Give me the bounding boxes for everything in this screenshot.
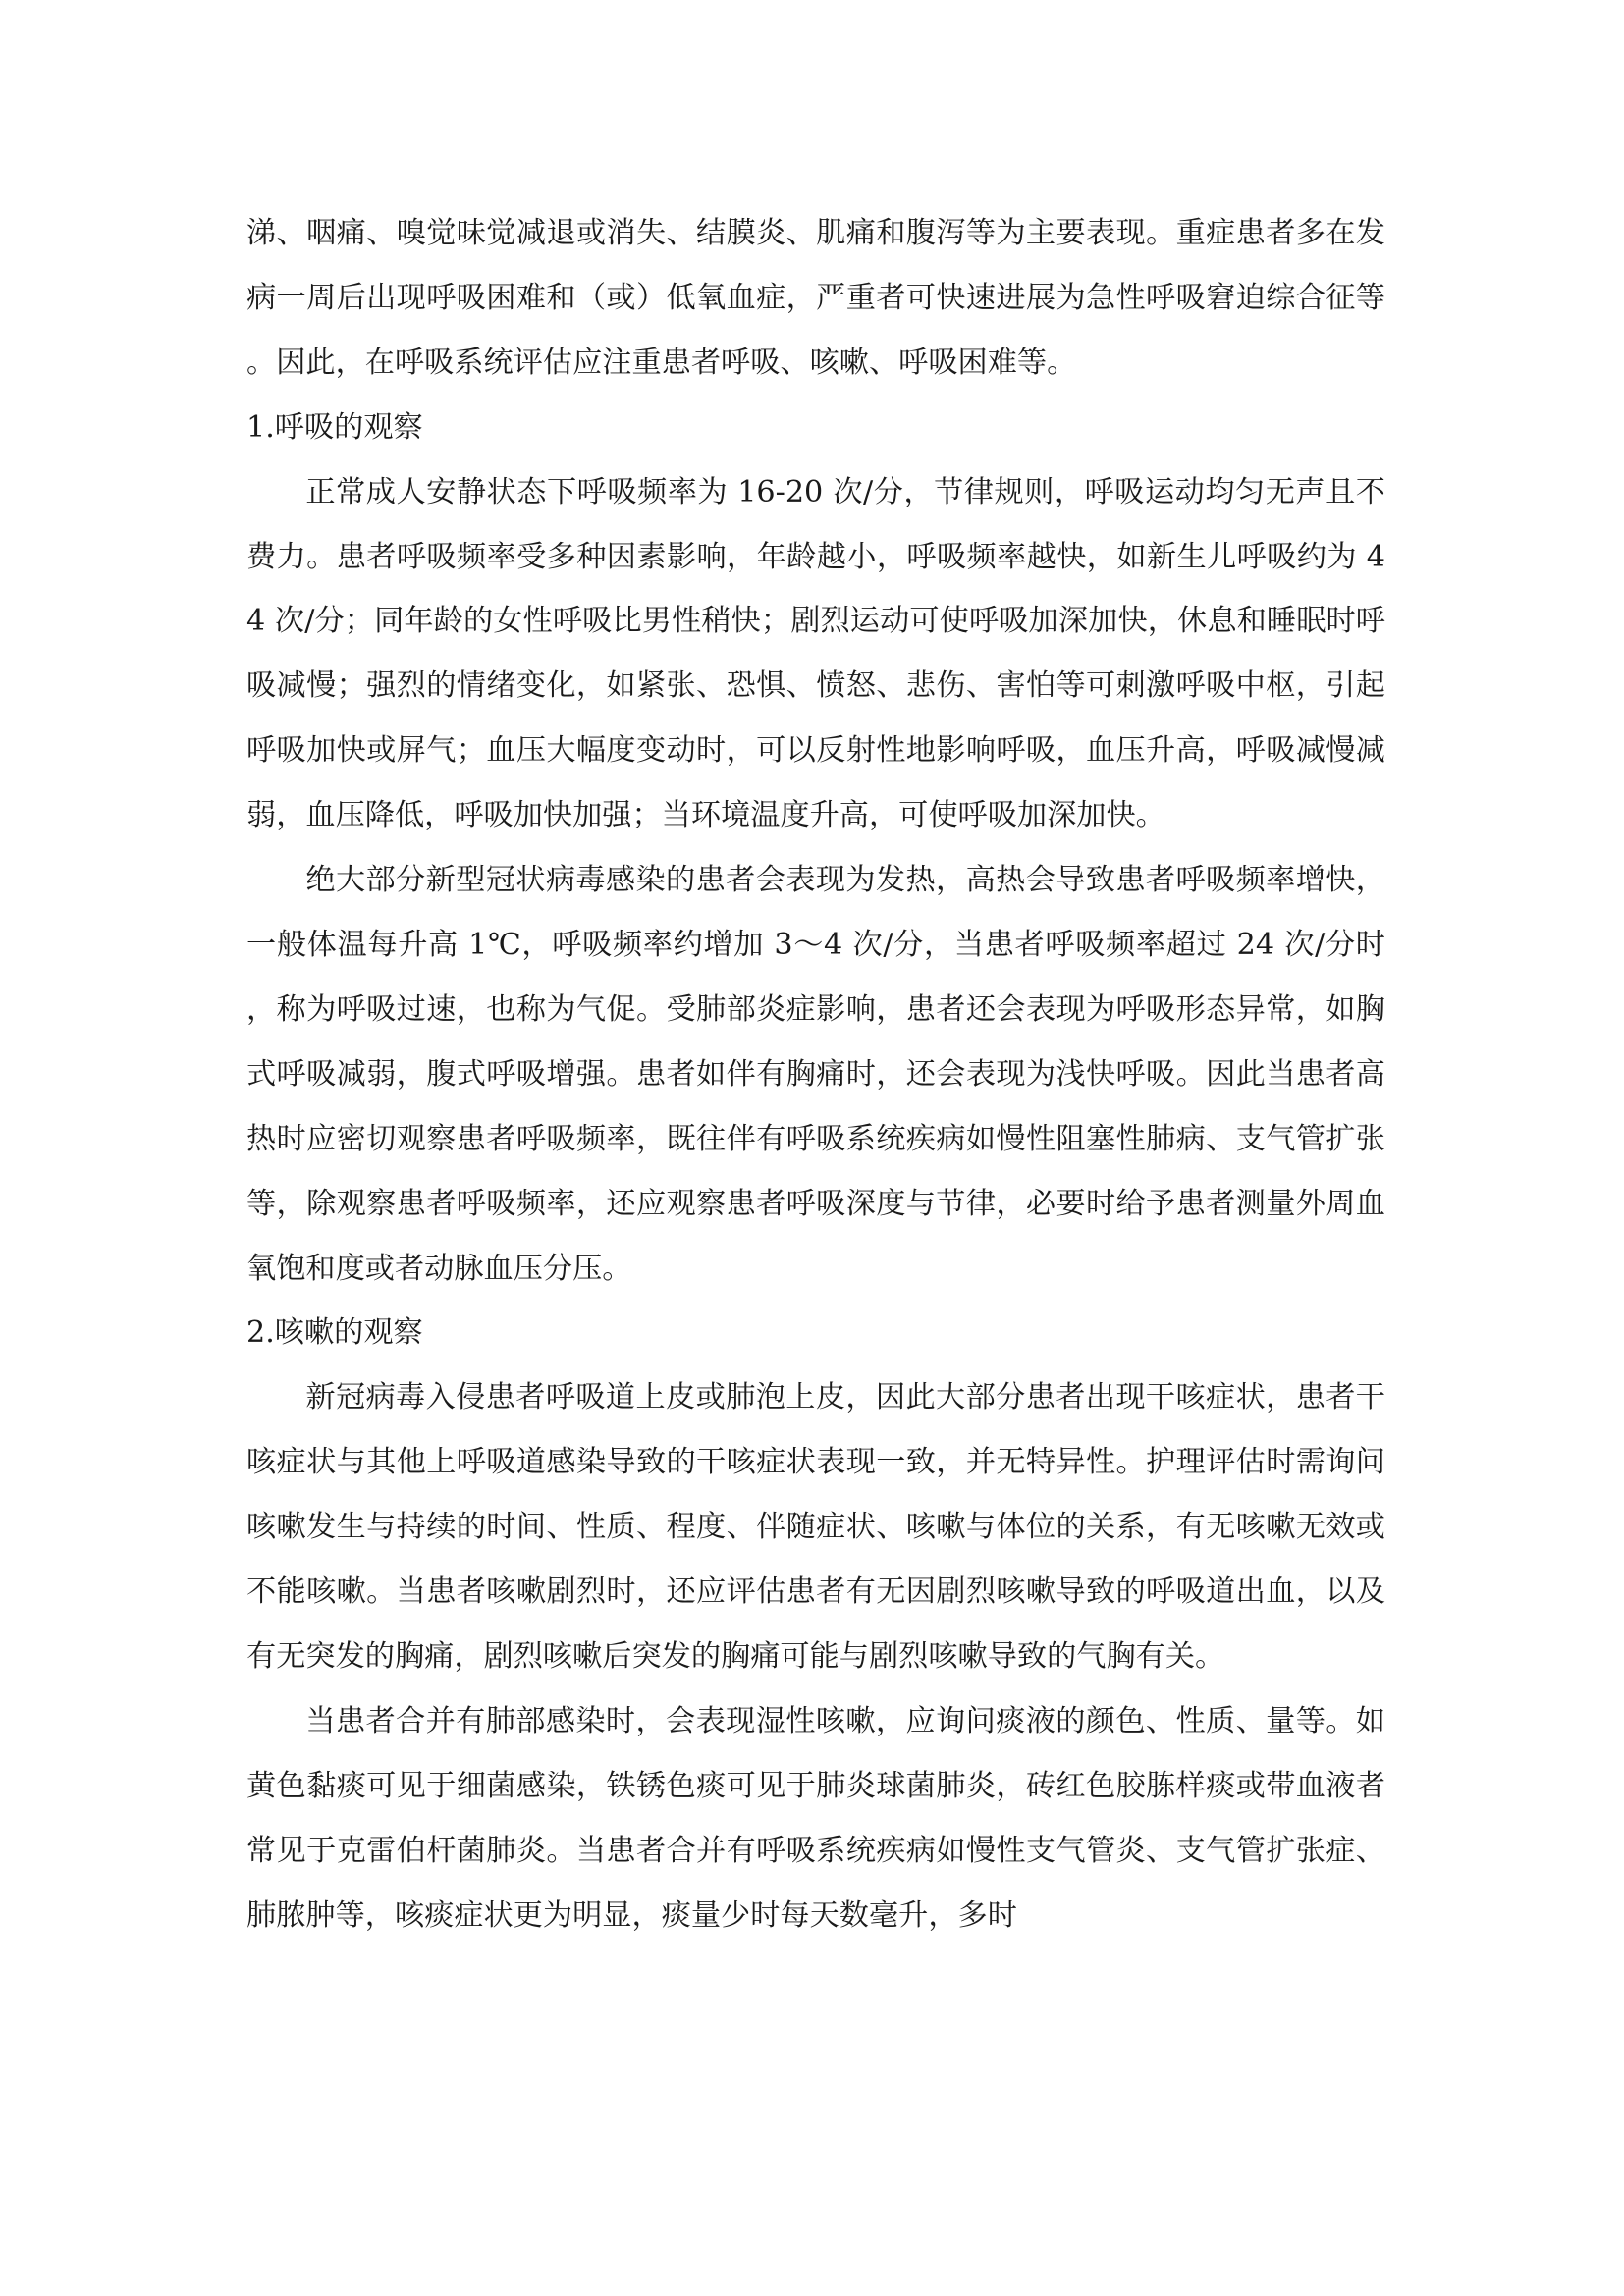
paragraph-breathing-covid: 绝大部分新型冠状病毒感染的患者会表现为发热，高热会导致患者呼吸频率增快，一般体温每升高 1℃，呼吸频率约增加 3～4 次/分，当患者呼吸频率超过 24 次/分时，称为呼吸过速，也称为气促。受肺部炎症影响，患者还会表现为呼吸形态异常，如胸式呼吸减弱，腹式呼吸增强。患者如伴有胸痛时，还会表现为浅快呼吸。因此当患者高热时应密切观察患者呼吸频率，既往伴有呼吸系统疾病如慢性阻塞性肺病、支气管扩张等，除观察患者呼吸频率，还应观察患者呼吸深度与节律，必要时给予患者测量外周血氧饱和度或者动脉血压分压。 [246, 863, 1385, 1286]
paragraph-dry-cough: 新冠病毒入侵患者呼吸道上皮或肺泡上皮，因此大部分患者出现干咳症状，患者干咳症状与其他上呼吸道感染导致的干咳症状表现一致，并无特异性。护理评估时需询问咳嗽发生与持续的时间、性质、程度、伴随症状、咳嗽与体位的关系，有无咳嗽无效或不能咳嗽。当患者咳嗽剧烈时，还应评估患者有无因剧烈咳嗽导致的呼吸道出血，以及有无突发的胸痛，剧烈咳嗽后突发的胸痛可能与剧烈咳嗽导致的气胸有关。 [246, 1380, 1385, 1674]
paragraph-wet-cough: 当患者合并有肺部感染时，会表现湿性咳嗽，应询问痰液的颜色、性质、量等。如黄色黏痰可见于细菌感染，铁锈色痰可见于肺炎球菌肺炎，砖红色胶胨样痰或带血液者常见于克雷伯杆菌肺炎。当患者合并有呼吸系统疾病如慢性支气管炎、支气管扩张症、肺脓肿等，咳痰症状更为明显，痰量少时每天数毫升，多时 [246, 1703, 1385, 1933]
paragraph-intro: 涕、咽痛、嗅觉味觉减退或消失、结膜炎、肌痛和腹泻等为主要表现。重症患者多在发病一周后出现呼吸困难和（或）低氧血症，严重者可快速进展为急性呼吸窘迫综合征等。因此，在呼吸系统评估应注重患者呼吸、咳嗽、呼吸困难等。 [246, 216, 1385, 380]
document-body [246, 201, 1385, 1948]
section-heading-cough: 2.咳嗽的观察 [246, 1315, 423, 1351]
section-heading-breathing: 1.呼吸的观察 [246, 409, 423, 445]
paragraph-breathing-normal: 正常成人安静状态下呼吸频率为 16-20 次/分，节律规则，呼吸运动均匀无声且不费力。患者呼吸频率受多种因素影响，年龄越小，呼吸频率越快，如新生儿呼吸约为 44 次/分；同年龄的女性呼吸比男性稍快；剧烈运动可使呼吸加深加快，休息和睡眠时呼吸减慢；强烈的情绪变化，如紧张、恐惧、愤怒、悲伤、害怕等可刺激呼吸中枢，引起呼吸加快或屏气；血压大幅度变动时，可以反射性地影响呼吸，血压升高，呼吸减慢减弱，血压降低，呼吸加快加强；当环境温度升高，可使呼吸加深加快。 [246, 474, 1385, 833]
